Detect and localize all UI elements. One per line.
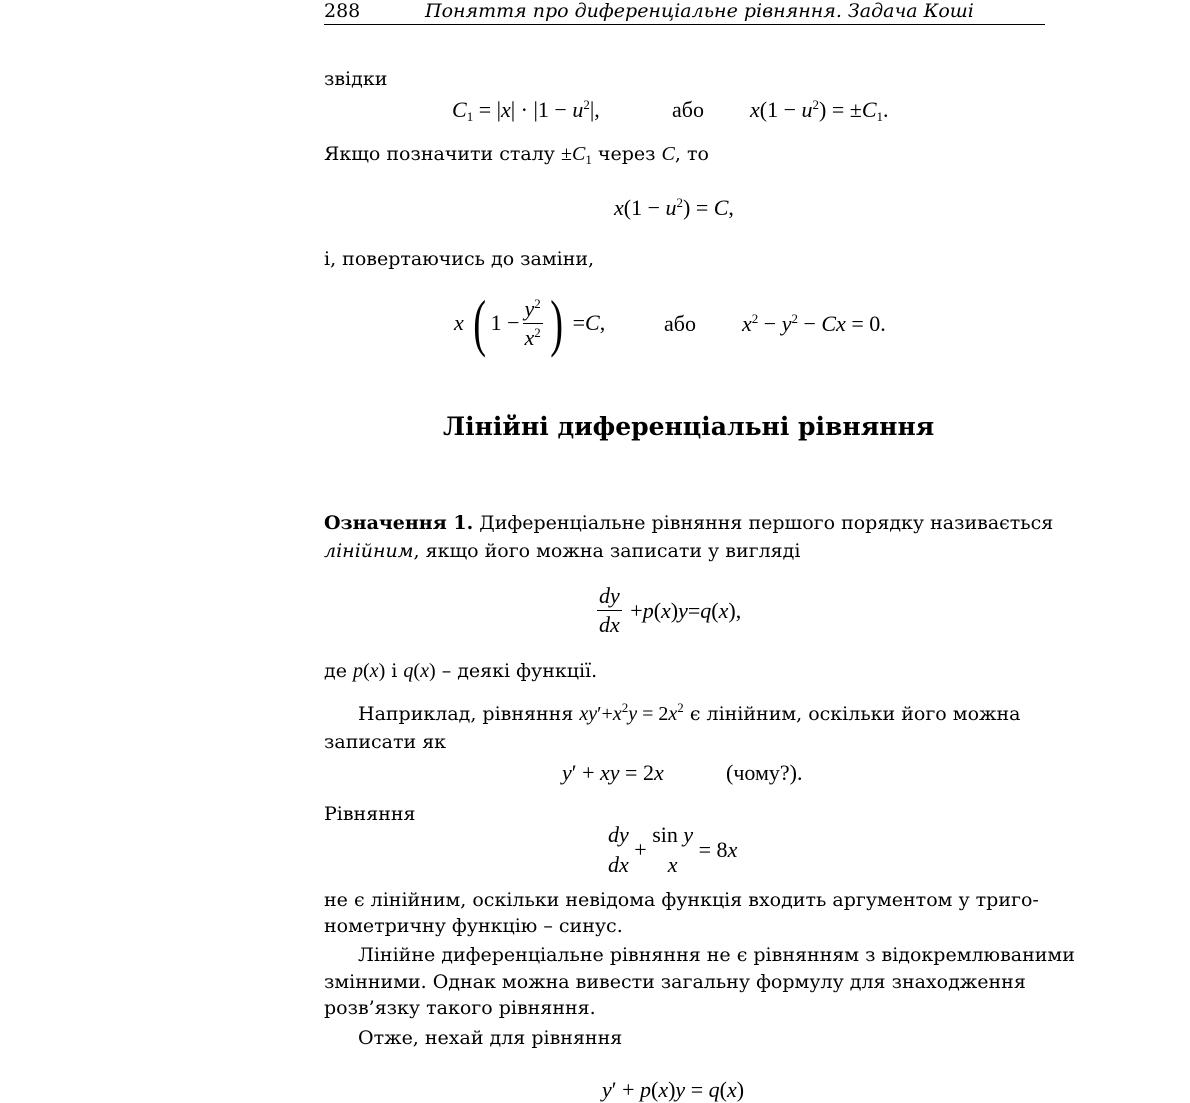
paragraph-povertayuchys: і, повертаючись до заміни, xyxy=(324,248,595,270)
paragraph-2-line-2: змінними. Однак можна вивести загальну формулу для знаходження xyxy=(324,971,1026,993)
paragraph-zapysaty-yak: записати як xyxy=(324,731,447,753)
chomu-text: (чому?). xyxy=(726,760,803,785)
naprykl-suffix: є лінійним, оскільки його можна xyxy=(689,703,1021,725)
definition-italic-term: лінійним xyxy=(324,540,414,562)
definition-text-1: Диференціальне рівняння першого порядку називається xyxy=(473,512,1054,534)
paragraph-2-line-3: розв’язку такого рівняння. xyxy=(324,997,596,1019)
equation-c1: $C_1 = |x| \cdot |1 - u^2|$, xyxy=(452,97,600,124)
paragraph-de: де p(x) і q(x) – деякі функції. xyxy=(324,660,598,682)
paragraph-otzhe: Отже, нехай для рівняння xyxy=(358,1027,623,1049)
definition-line-1 xyxy=(324,512,1053,534)
cherez-word: через xyxy=(597,143,656,165)
equation-x-1-u2: $x(1 - u^2) = \pm C_1$. xyxy=(750,97,889,124)
definition-line-2 xyxy=(324,540,800,562)
i-word: і xyxy=(391,660,398,682)
paragraph-2-line-1: Лінійне диференціальне рівняння не є рівнянням з відокремлюваними xyxy=(358,944,1075,966)
abo-word-2: або xyxy=(664,311,696,336)
header-rule xyxy=(324,24,1045,25)
paragraph-ne-liniynym-line-2: нометричну функцію – синус. xyxy=(324,915,623,937)
page-number: 288 xyxy=(324,0,361,22)
to-word: , то xyxy=(674,143,709,165)
equation-substitution: x ( 1 − $\frac{y^2}{x^2}$ ) = C , xyxy=(454,287,606,358)
yakscho-prefix: Якщо позначити сталу xyxy=(324,143,555,165)
equation-linear-form: $\frac{dy}{dx}$ + p ( x ) y = q ( x ), xyxy=(599,583,742,637)
deyaki-text: – деякі функції. xyxy=(441,660,598,682)
abo-word-1: або xyxy=(672,97,704,122)
paragraph-rivnyannya: Рівняння xyxy=(324,803,416,825)
definition-text-2: , якщо його можна записати у вигляді xyxy=(413,540,801,562)
paragraph-naprykl-line-1: Наприклад, рівняння $xy'+x^2y = 2x^2$ є лінійним, оскільки його можна xyxy=(358,700,1021,725)
definition-label: Означення 1. xyxy=(324,512,474,534)
paragraph-ne-liniynym-line-1: не є лінійним, оскільки невідома функція входить аргументом у триго- xyxy=(324,889,1039,911)
paragraph-yakscho: Якщо позначити сталу $\pm C_1$ через C, то xyxy=(324,143,709,167)
naprykl-prefix: Наприклад, рівняння xyxy=(358,703,574,725)
section-heading: Лінійні диференціальні рівняння xyxy=(443,412,935,441)
de-word: де xyxy=(324,660,347,682)
equation-x2-y2: $x^2 - y^2 - Cx = 0$. xyxy=(742,311,886,336)
equation-nonlinear: dy dx + sin y x = 8 x xyxy=(608,822,738,877)
equation-x-1-u2-c: $x(1 - u^2) = C$, xyxy=(614,195,734,220)
running-title: Поняття про диференціальне рівняння. Задача Коші xyxy=(425,0,974,22)
equation-linear-general: y′ + p(x)y = q(x) xyxy=(602,1077,745,1102)
equation-example-linear: y′ + xy = 2x xyxy=(562,760,664,785)
paragraph-zvidky: звідки xyxy=(324,68,388,90)
